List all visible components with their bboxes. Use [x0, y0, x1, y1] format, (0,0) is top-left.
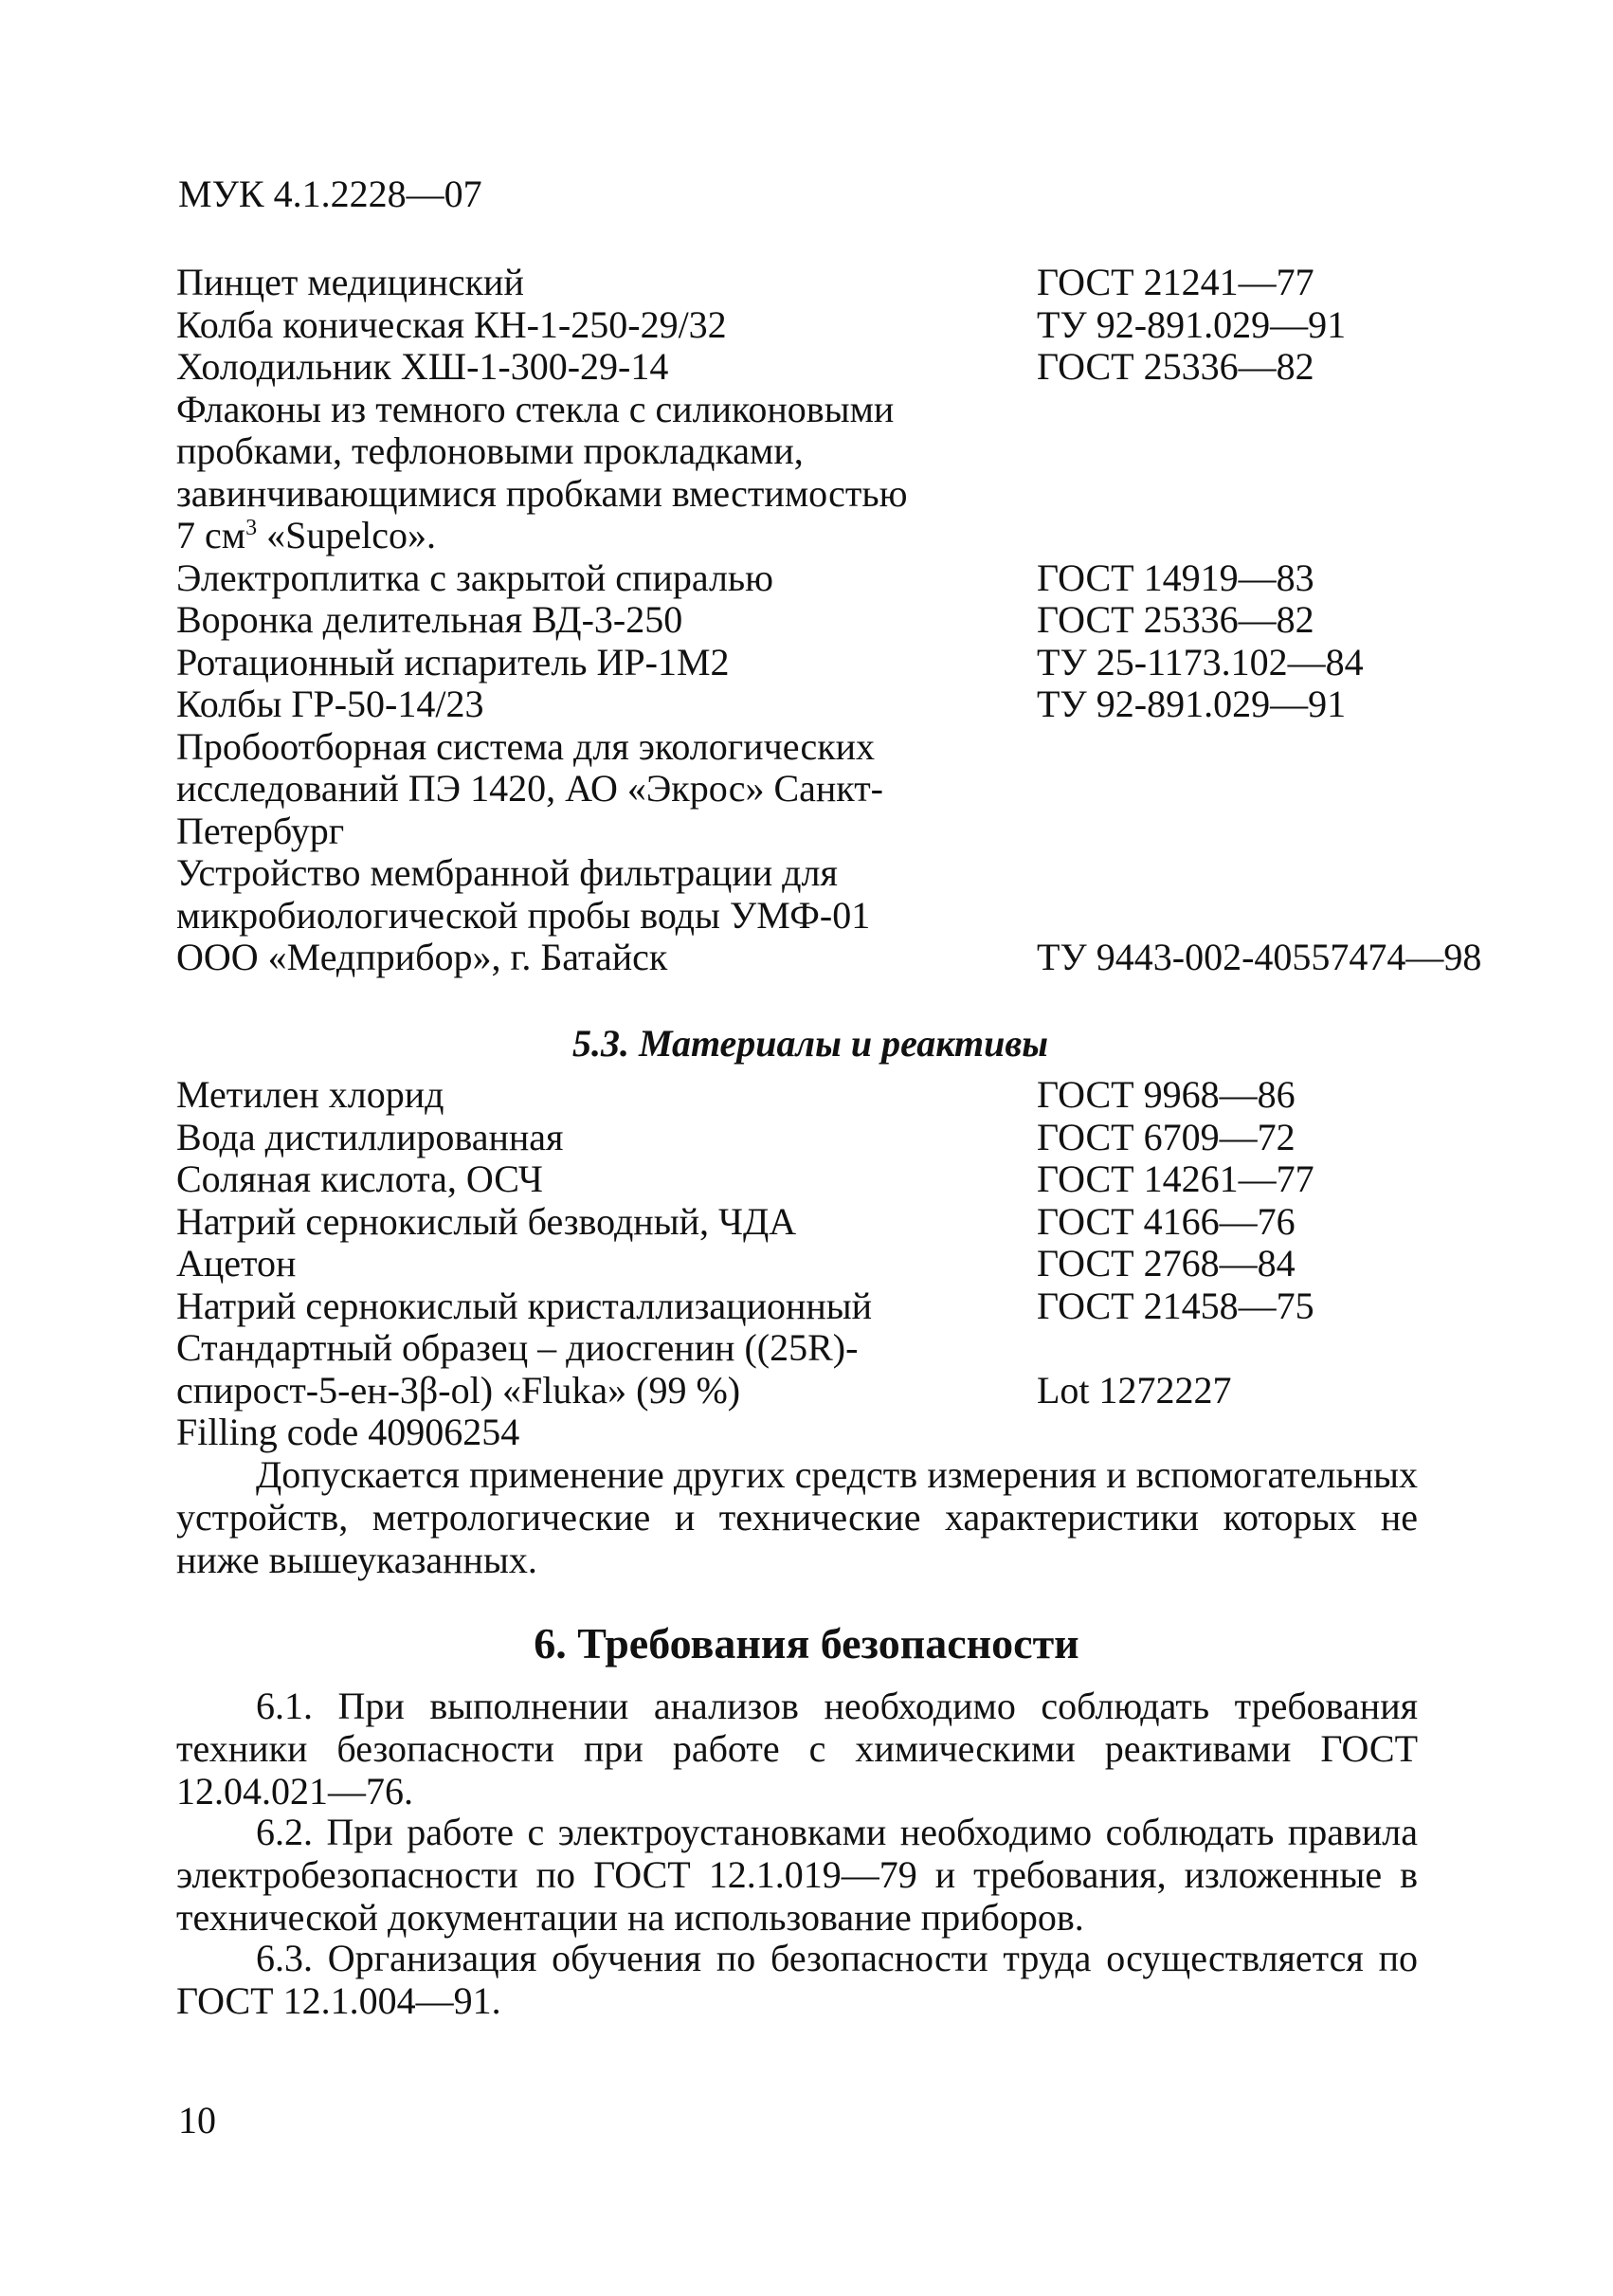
item-name-text: Натрий сернокислый кристаллизационный: [176, 1284, 873, 1327]
item-name: [176, 726, 1037, 769]
item-name-text: пробками, тефлоновыми прокладками,: [176, 429, 804, 472]
list-item: [176, 1243, 1522, 1285]
list-item: [176, 642, 1522, 684]
item-name-text: Пинцет медицинский: [176, 261, 524, 303]
list-item: [176, 1327, 1522, 1370]
item-standard: ГОСТ 25336—82: [1037, 598, 1314, 641]
item-standard: ГОСТ 21241—77: [1037, 261, 1314, 303]
materials-note: Допускается применение других средств измерения и вспомогательных устройств, метрологические и технические характеристики которых не ниже вышеуказанных.: [176, 1453, 1418, 1581]
item-standard: ГОСТ 21458—75: [1037, 1284, 1314, 1327]
list-item: [176, 1285, 1522, 1328]
materials-list: [176, 1074, 1522, 1454]
item-standard: ТУ 9443-002-40557474—98: [1037, 936, 1482, 978]
item-name-text: Соляная кислота, ОСЧ: [176, 1157, 543, 1200]
item-standard: ГОСТ 4166—76: [1037, 1199, 1296, 1243]
item-name: [176, 1370, 1037, 1412]
item-standard: Lot 1272227: [1037, 1368, 1232, 1412]
unit-superscript: 3: [245, 516, 258, 540]
item-name-text: Петербург: [176, 809, 345, 852]
item-name-text: спирост-5-ен-3β-ol) «Fluka» (99 %): [176, 1368, 741, 1412]
item-name: [176, 430, 1037, 473]
item-standard: ТУ 92-891.029—91: [1037, 302, 1347, 346]
item-name: [176, 515, 1037, 557]
item-name-text: Колбы ГР-50-14/23: [176, 683, 484, 725]
safety-paragraph-6-2: 6.2. При работе с электроустановками необходимо соблюдать правила электробезопасности по ГОСТ 12.1.019—79 и требования, изложенные в технической документации на использование приборов.: [176, 1811, 1418, 1939]
item-name-text: Флаконы из темного стекла с силиконовыми: [176, 387, 895, 430]
item-standard: ГОСТ 14261—77: [1037, 1157, 1314, 1200]
list-item: [176, 515, 1522, 557]
item-name-text: Воронка делительная ВД-3-250: [176, 598, 683, 641]
item-name: [176, 642, 1037, 684]
list-item: [176, 1370, 1522, 1412]
item-name: [176, 1243, 1037, 1285]
item-name: [176, 1327, 1037, 1370]
equipment-list: [176, 262, 1522, 979]
item-name-text: завинчивающимися пробками вместимостью: [176, 471, 908, 515]
list-item: [176, 430, 1522, 473]
safety-paragraph-6-1: 6.1. При выполнении анализов необходимо соблюдать требования техники безопасности при работе с химическими реактивами ГОСТ 12.04.021—76.: [176, 1685, 1418, 1813]
item-name-text: Метилен хлорид: [176, 1073, 444, 1116]
item-name: [176, 599, 1037, 642]
list-item: [176, 557, 1522, 600]
safety-heading: 6. Требования безопасности: [534, 1619, 1079, 1667]
item-standard: ТУ 92-891.029—91: [1037, 683, 1347, 725]
item-name: [176, 1158, 1037, 1201]
item-standard: ГОСТ 25336—82: [1037, 345, 1314, 388]
item-name-text: Вода дистиллированная: [176, 1115, 564, 1158]
item-name: [176, 768, 1037, 811]
item-name: [176, 262, 1037, 304]
item-name: [176, 1285, 1037, 1328]
materials-section-title: 5.3. Материалы и реактивы: [571, 1022, 1049, 1065]
item-name: [176, 1201, 1037, 1244]
item-name-text: Ацетон: [176, 1242, 297, 1285]
item-name: [176, 557, 1037, 600]
item-name: [176, 895, 1037, 938]
list-item: [176, 811, 1522, 853]
item-standard: ГОСТ 9968—86: [1037, 1073, 1296, 1116]
item-standard: ТУ 25-1173.102—84: [1037, 640, 1364, 683]
item-standard: ГОСТ 14919—83: [1037, 556, 1314, 599]
item-name-text: Холодильник ХШ-1-300-29-14: [176, 345, 669, 388]
item-name-text: Устройство мембранной фильтрации для: [176, 851, 838, 894]
item-name-text: исследований ПЭ 1420, АО «Экрос» Санкт-: [176, 767, 883, 810]
item-name-text: Электроплитка с закрытой спиралью: [176, 556, 774, 599]
item-name-text: Ротационный испаритель ИР-1М2: [176, 640, 730, 683]
list-item: [176, 768, 1522, 811]
list-item: [176, 937, 1522, 979]
list-item: [176, 346, 1522, 389]
item-standard: ГОСТ 6709—72: [1037, 1115, 1296, 1158]
item-name: [176, 389, 1037, 431]
item-name: [176, 683, 1037, 726]
item-name: [176, 1074, 1037, 1117]
list-item: [176, 1201, 1522, 1244]
item-standard: ГОСТ 2768—84: [1037, 1242, 1296, 1285]
item-name: [176, 811, 1037, 853]
list-item: [176, 1117, 1522, 1159]
item-name: [176, 1412, 1037, 1454]
item-name-tail: «Supelco».: [257, 514, 436, 556]
item-name-text: ООО «Медприбор», г. Батайск: [176, 936, 668, 978]
item-name-text: микробиологической пробы воды УМФ-01: [176, 893, 871, 937]
list-item: [176, 1074, 1522, 1117]
page-number: 10: [178, 2099, 216, 2141]
item-name: [176, 473, 1037, 516]
list-item: [176, 304, 1522, 347]
list-item: [176, 1158, 1522, 1201]
list-item: [176, 852, 1522, 895]
item-name: [176, 852, 1037, 895]
item-name-text: Filling code 40906254: [176, 1411, 520, 1453]
list-item: [176, 683, 1522, 726]
list-item: [176, 726, 1522, 769]
item-name-text: Колба коническая КН-1-250-29/32: [176, 302, 727, 346]
list-item: [176, 389, 1522, 431]
item-name-text: Пробоотборная система для экологических: [176, 724, 876, 768]
item-name-text: Стандартный образец – диосгенин ((25R)-: [176, 1326, 859, 1369]
item-name: [176, 937, 1037, 979]
document-code-header: МУК 4.1.2228—07: [178, 173, 482, 215]
list-item: [176, 262, 1522, 304]
item-name-text: 7 см: [176, 514, 246, 556]
item-name-text: Натрий сернокислый безводный, ЧДА: [176, 1199, 797, 1243]
item-name: [176, 304, 1037, 347]
safety-paragraph-6-3: 6.3. Организация обучения по безопасности труда осуществляется по ГОСТ 12.1.004—91.: [176, 1937, 1418, 2022]
list-item: [176, 599, 1522, 642]
list-item: [176, 1412, 1522, 1454]
list-item: [176, 895, 1522, 938]
list-item: [176, 473, 1522, 516]
item-name: [176, 1117, 1037, 1159]
item-name: [176, 346, 1037, 389]
